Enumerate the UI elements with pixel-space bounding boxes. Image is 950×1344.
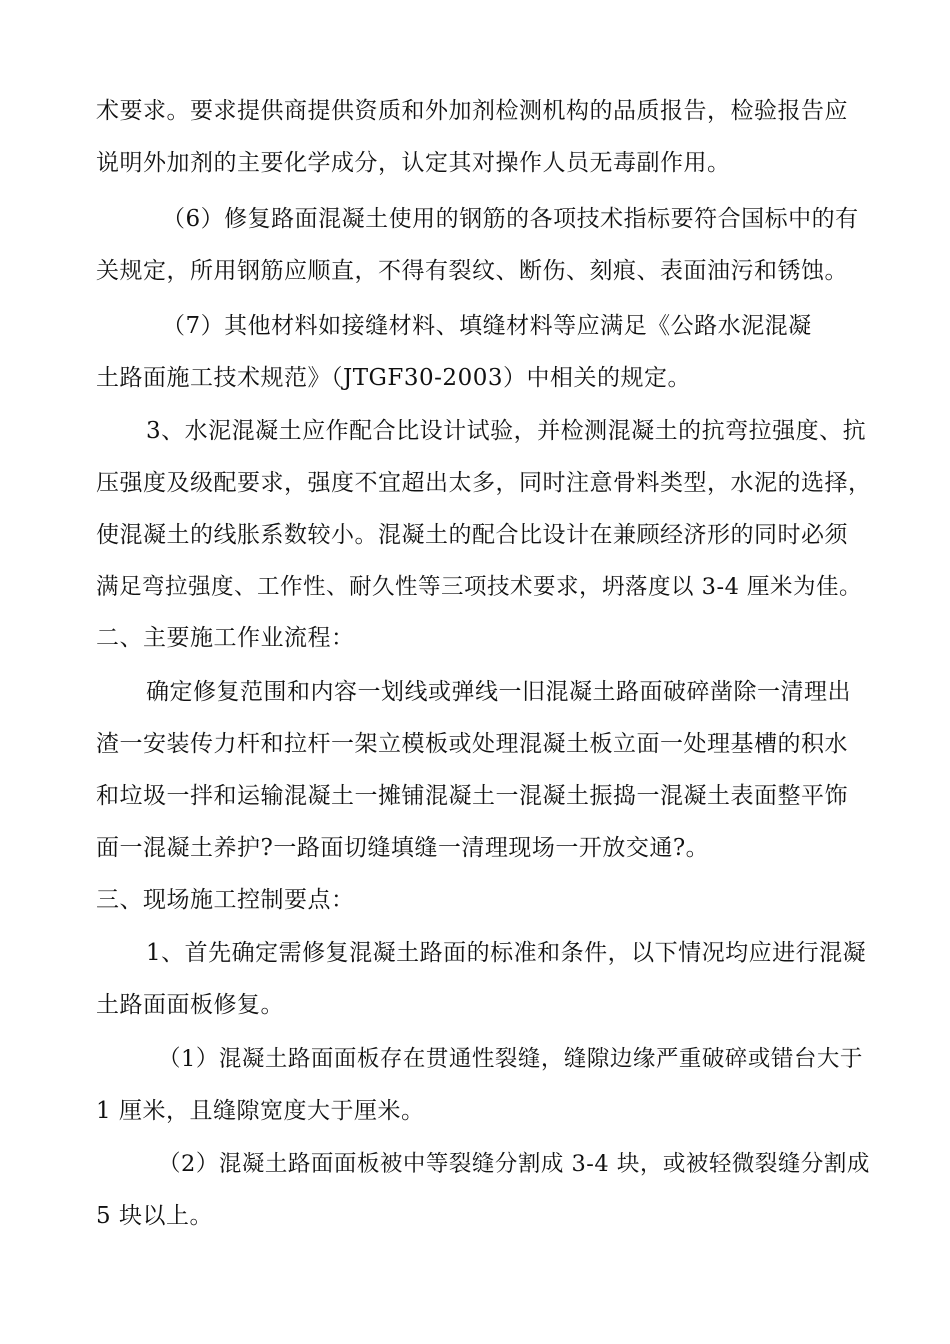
text-line-14: 和垃圾一拌和运输混凝土一摊铺混凝土一混凝土振捣一混凝土表面整平饰 <box>96 783 848 809</box>
text-line-4: 关规定，所用钢筋应顺直，不得有裂纹、断伤、刻痕、表面油污和锈蚀。 <box>96 258 848 284</box>
section-heading-2: 二、主要施工作业流程： <box>96 625 355 651</box>
text-line-2: 说明外加剂的主要化学成分，认定其对操作人员无毒副作用。 <box>96 150 731 176</box>
text-line-15: 面一混凝土养护?一路面切缝填缝一清理现场一开放交通?。 <box>96 835 710 861</box>
text-line-20: 1 厘米，且缝隙宽度大于厘米。 <box>96 1098 425 1124</box>
text-line-10: 满足弯拉强度、工作性、耐久性等三项技术要求，坍落度以 3-4 厘米为佳。 <box>96 574 863 600</box>
text-line-5: （7）其他材料如接缝材料、填缝材料等应满足《公路水泥混凝 <box>162 313 812 339</box>
text-line-7: 3、水泥混凝土应作配合比设计试验，并检测混凝土的抗弯拉强度、抗 <box>146 418 867 444</box>
text-line-3: （6）修复路面混凝土使用的钢筋的各项技术指标要符合国标中的有 <box>162 206 859 232</box>
text-line-9: 使混凝土的线胀系数较小。混凝土的配合比设计在兼顾经济形的同时必须 <box>96 522 848 548</box>
text-line-21: （2）混凝土路面面板被中等裂缝分割成 3-4 块，或被轻微裂缝分割成 <box>158 1151 870 1177</box>
text-line-17: 1、首先确定需修复混凝土路面的标准和条件，以下情况均应进行混凝 <box>146 940 867 966</box>
text-line-1: 术要求。要求提供商提供资质和外加剂检测机构的品质报告，检验报告应 <box>96 98 848 124</box>
text-line-12: 确定修复范围和内容一划线或弹线一旧混凝土路面破碎凿除一清理出 <box>146 679 851 705</box>
text-line-6: 土路面施工技术规范》（JTGF30-2003）中相关的规定。 <box>96 365 691 391</box>
text-line-22: 5 块以上。 <box>96 1203 213 1229</box>
text-line-13: 渣一安装传力杆和拉杆一架立模板或处理混凝土板立面一处理基槽的积水 <box>96 731 848 757</box>
section-heading-3: 三、现场施工控制要点： <box>96 887 355 913</box>
text-line-19: （1）混凝土路面面板存在贯通性裂缝，缝隙边缘严重破碎或错台大于 <box>158 1046 863 1072</box>
text-line-18: 土路面面板修复。 <box>96 992 284 1018</box>
text-line-8: 压强度及级配要求，强度不宜超出太多，同时注意骨料类型，水泥的选择， <box>96 470 872 496</box>
